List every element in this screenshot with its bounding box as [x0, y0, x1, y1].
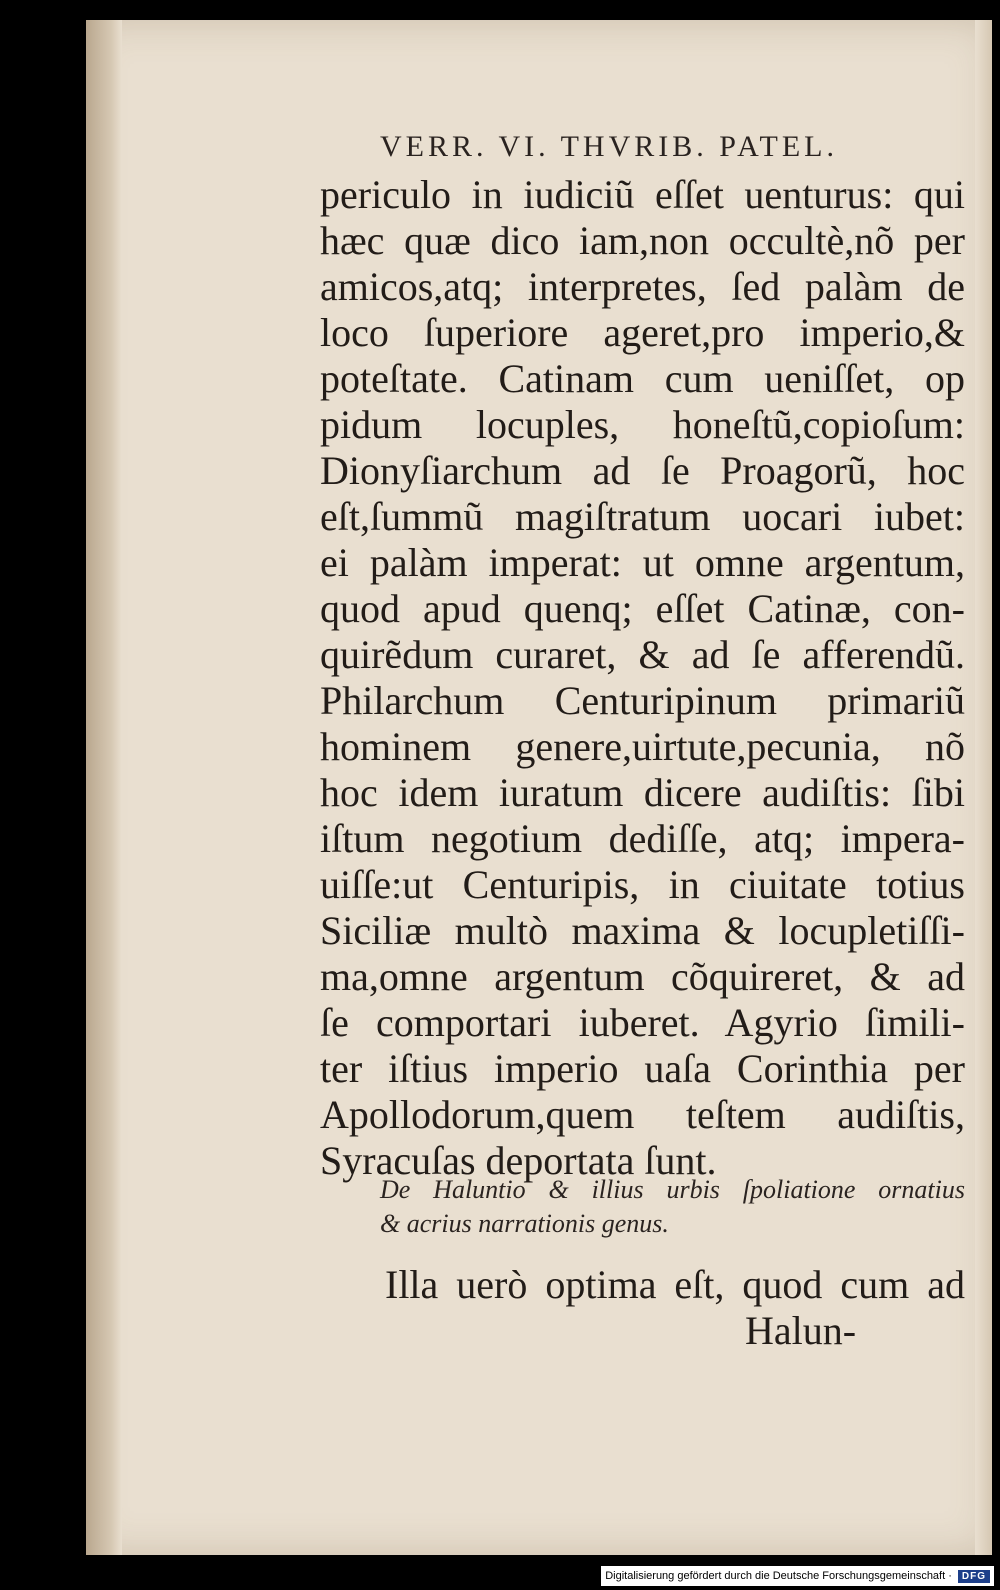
digitization-footer: [601, 1566, 994, 1586]
text-line: pidum locuples, honeſtũ,copioſum:: [320, 402, 965, 447]
text-line: hæc quæ dico iam,non occultè,nõ per: [320, 218, 965, 263]
body-text: [320, 172, 965, 1184]
text-line: Siciliæ multò maxima & locupletiſſi-: [320, 908, 965, 953]
text-line: iſtum negotium dediſſe, atq; impera-: [320, 816, 965, 861]
dfg-logo-icon: DFG: [958, 1570, 990, 1583]
text-line: eſt,ſummũ magiſtratum uocari iubet:: [320, 494, 965, 539]
text-line: amicos,atq; interpretes, ſed palàm de: [320, 264, 965, 309]
page-gutter: [86, 20, 122, 1555]
page-edge: [975, 20, 992, 1555]
text-line: Apollodorum,quem teſtem audiſtis,: [320, 1092, 965, 1137]
section-heading-note: [380, 1173, 965, 1241]
text-line: periculo in iudiciũ eſſet uenturus: qui: [320, 172, 965, 217]
note-line: & acrius narrationis genus.: [380, 1209, 669, 1238]
text-line: ter iſtius imperio uaſa Corinthia per: [320, 1046, 965, 1091]
text-line: hoc idem iuratum dicere audiſtis: ſibi: [320, 770, 965, 815]
catchword: Halun-: [745, 1308, 857, 1353]
text-line: ei palàm imperat: ut omne argentum,: [320, 540, 965, 585]
note-line: De Haluntio & illius urbis ſpoliatione ornatius: [380, 1175, 965, 1204]
text-line: ſe comportari iuberet. Agyrio ſimili-: [320, 1000, 965, 1045]
footer-text: Digitalisierung gefördert durch die Deutsche Forschungsgemeinschaft ·: [605, 1570, 952, 1582]
text-line: hominem genere,uirtute,pecunia, nõ: [320, 724, 965, 769]
text-line: ma,omne argentum cõquireret, & ad: [320, 954, 965, 999]
section-start: [385, 1262, 965, 1308]
text-line: quod apud quenq; eſſet Catinæ, con-: [320, 586, 965, 631]
text-line: Dionyſiarchum ad ſe Proagorũ, hoc: [320, 448, 965, 493]
text-line: poteſtate. Catinam cum ueniſſet, op: [320, 356, 965, 401]
text-line: Illa uerò optima eſt, quod cum ad: [385, 1262, 965, 1307]
text-line: loco ſuperiore ageret,pro imperio,&: [320, 310, 965, 355]
text-line: uiſſe:ut Centuripis, in ciuitate totius: [320, 862, 965, 907]
running-head: VERR. VI. THVRIB. PATEL.: [380, 130, 838, 163]
text-line: Syracuſas deportata ſunt.: [320, 1138, 717, 1183]
text-line: quirẽdum curaret, & ad ſe afferendũ.: [320, 632, 965, 677]
text-line: Philarchum Centuripinum primariũ: [320, 678, 965, 723]
